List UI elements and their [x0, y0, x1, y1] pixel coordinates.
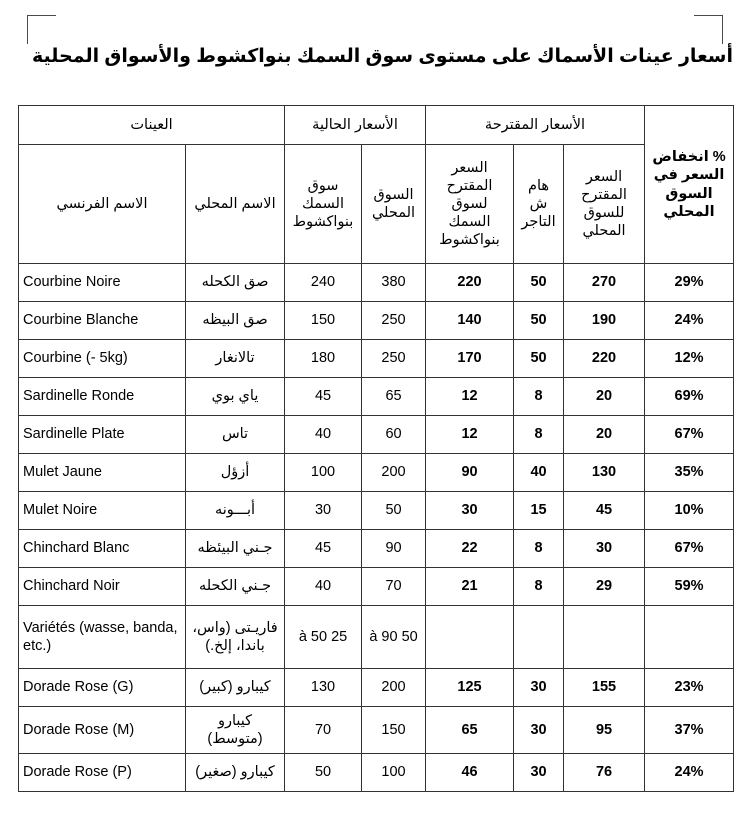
table-row: [19, 302, 734, 340]
cell-french-name: Chinchard Blanc: [19, 530, 186, 568]
cell-proposed-local: 29: [564, 568, 645, 606]
group-header-row: [19, 106, 734, 145]
header-group-current-prices: الأسعار الحالية: [285, 106, 426, 145]
cell-proposed-local: 220: [564, 340, 645, 378]
cell-proposed-nkc: 170: [426, 340, 514, 378]
cell-local-name: أبـــونه: [186, 492, 285, 530]
cell-french-name: Dorade Rose (G): [19, 669, 186, 707]
cell-trader-margin: 8: [514, 568, 564, 606]
cell-current-nkc: 40: [285, 416, 362, 454]
cell-french-name: Dorade Rose (P): [19, 754, 186, 792]
cell-proposed-nkc: 12: [426, 416, 514, 454]
cell-current-local: 50: [362, 492, 426, 530]
cell-local-name: أزؤل: [186, 454, 285, 492]
cell-proposed-local: 20: [564, 416, 645, 454]
cell-trader-margin: 8: [514, 378, 564, 416]
cell-proposed-local: 155: [564, 669, 645, 707]
header-group-samples: العينات: [19, 106, 285, 145]
cell-proposed-nkc: 21: [426, 568, 514, 606]
cell-local-name: كيبارو (متوسط): [186, 707, 285, 754]
cell-pct-reduction: 12%: [645, 340, 734, 378]
cell-local-name: ياي بوي: [186, 378, 285, 416]
header-current-local: السوق المحلي: [362, 145, 426, 264]
cell-current-nkc: 40: [285, 568, 362, 606]
cell-proposed-local: 130: [564, 454, 645, 492]
cell-local-name: جـني البيئظه: [186, 530, 285, 568]
table-row: [19, 568, 734, 606]
header-current-nkc: سوق السمك بنواكشوط: [285, 145, 362, 264]
header-proposed-local: السعر المقترح للسوق المحلي: [564, 145, 645, 264]
cell-proposed-nkc: 140: [426, 302, 514, 340]
cell-pct-reduction: 24%: [645, 302, 734, 340]
cell-proposed-local: [564, 606, 645, 669]
table-row: [19, 530, 734, 568]
cell-french-name: Sardinelle Plate: [19, 416, 186, 454]
header-pct-reduction: % انخفاض السعر في السوق المحلي: [645, 106, 734, 264]
table-row: [19, 416, 734, 454]
cell-trader-margin: 40: [514, 454, 564, 492]
cell-proposed-nkc: 30: [426, 492, 514, 530]
cell-current-local: 250: [362, 302, 426, 340]
cell-local-name: كيبارو (كبير): [186, 669, 285, 707]
cell-pct-reduction: 29%: [645, 264, 734, 302]
cell-proposed-local: 30: [564, 530, 645, 568]
cell-french-name: Chinchard Noir: [19, 568, 186, 606]
cell-current-local: 60: [362, 416, 426, 454]
cell-proposed-nkc: 46: [426, 754, 514, 792]
cell-french-name: Sardinelle Ronde: [19, 378, 186, 416]
cell-french-name: Courbine Blanche: [19, 302, 186, 340]
cell-local-name: تالانغار: [186, 340, 285, 378]
cell-trader-margin: 15: [514, 492, 564, 530]
cell-current-nkc: 70: [285, 707, 362, 754]
table-row: [19, 378, 734, 416]
cell-current-local: 200: [362, 669, 426, 707]
cell-current-nkc: 45: [285, 378, 362, 416]
table-row: [19, 707, 734, 754]
cell-local-name: صق الكحله: [186, 264, 285, 302]
table-row: [19, 454, 734, 492]
cell-pct-reduction: 10%: [645, 492, 734, 530]
cell-current-nkc: 180: [285, 340, 362, 378]
cell-proposed-nkc: 65: [426, 707, 514, 754]
cell-current-nkc: 25 à 50: [285, 606, 362, 669]
cell-trader-margin: [514, 606, 564, 669]
cell-pct-reduction: 67%: [645, 530, 734, 568]
cell-trader-margin: 30: [514, 707, 564, 754]
cell-current-nkc: 100: [285, 454, 362, 492]
cell-french-name: Courbine Noire: [19, 264, 186, 302]
cell-proposed-local: 190: [564, 302, 645, 340]
cell-local-name: فاريـتى (واس، باندا، إلخ.): [186, 606, 285, 669]
header-proposed-nkc: السعر المقترح لسوق السمك بنواكشوط: [426, 145, 514, 264]
cell-current-nkc: 50: [285, 754, 362, 792]
cell-current-local: 150: [362, 707, 426, 754]
table-row: [19, 264, 734, 302]
header-group-proposed-prices: الأسعار المقترحة: [426, 106, 645, 145]
cell-current-local: 200: [362, 454, 426, 492]
cell-proposed-nkc: 220: [426, 264, 514, 302]
cell-local-name: صق البيظه: [186, 302, 285, 340]
cell-pct-reduction: 69%: [645, 378, 734, 416]
page-title: أسعار عينات الأسماك على مستوى سوق السمك بنواكشوط والأسواق المحلية: [31, 46, 733, 67]
cell-pct-reduction: 35%: [645, 454, 734, 492]
cell-pct-reduction: 59%: [645, 568, 734, 606]
cell-local-name: جـني الكحله: [186, 568, 285, 606]
cell-proposed-local: 20: [564, 378, 645, 416]
table-header: [19, 106, 734, 264]
cell-local-name: تاس: [186, 416, 285, 454]
cell-trader-margin: 30: [514, 754, 564, 792]
header-trader-margin: هام ش التاجر: [514, 145, 564, 264]
cell-french-name: Mulet Noire: [19, 492, 186, 530]
table-row: [19, 754, 734, 792]
cell-proposed-local: 270: [564, 264, 645, 302]
cell-proposed-local: 45: [564, 492, 645, 530]
header-local-name: الاسم المحلي: [186, 145, 285, 264]
cell-trader-margin: 30: [514, 669, 564, 707]
cell-trader-margin: 8: [514, 530, 564, 568]
cell-current-local: 65: [362, 378, 426, 416]
cell-pct-reduction: 37%: [645, 707, 734, 754]
cell-current-local: 70: [362, 568, 426, 606]
cell-proposed-nkc: [426, 606, 514, 669]
price-table-container: [18, 105, 733, 792]
cell-trader-margin: 50: [514, 264, 564, 302]
cell-current-local: 50 à 90: [362, 606, 426, 669]
cell-proposed-nkc: 125: [426, 669, 514, 707]
crop-mark-top-right: [694, 15, 723, 44]
cell-proposed-nkc: 22: [426, 530, 514, 568]
cell-french-name: Mulet Jaune: [19, 454, 186, 492]
sub-header-row: [19, 145, 734, 264]
cell-french-name: Dorade Rose (M): [19, 707, 186, 754]
cell-current-nkc: 130: [285, 669, 362, 707]
cell-proposed-nkc: 90: [426, 454, 514, 492]
cell-proposed-nkc: 12: [426, 378, 514, 416]
cell-pct-reduction: 24%: [645, 754, 734, 792]
fish-price-table: [18, 105, 734, 792]
cell-proposed-local: 95: [564, 707, 645, 754]
cell-current-local: 380: [362, 264, 426, 302]
cell-pct-reduction: 67%: [645, 416, 734, 454]
cell-local-name: كيبارو (صغير): [186, 754, 285, 792]
table-row: [19, 669, 734, 707]
cell-current-local: 90: [362, 530, 426, 568]
cell-pct-reduction: 23%: [645, 669, 734, 707]
cell-current-nkc: 150: [285, 302, 362, 340]
cell-french-name: Variétés (wasse, banda, etc.): [19, 606, 186, 669]
cell-trader-margin: 50: [514, 302, 564, 340]
cell-current-local: 250: [362, 340, 426, 378]
table-row: [19, 492, 734, 530]
cell-french-name: Courbine (- 5kg): [19, 340, 186, 378]
cell-pct-reduction: [645, 606, 734, 669]
cell-trader-margin: 50: [514, 340, 564, 378]
header-french-name: الاسم الفرنسي: [19, 145, 186, 264]
crop-mark-top-left: [27, 15, 56, 44]
cell-current-nkc: 240: [285, 264, 362, 302]
cell-current-nkc: 45: [285, 530, 362, 568]
table-row: [19, 606, 734, 669]
table-row: [19, 340, 734, 378]
cell-proposed-local: 76: [564, 754, 645, 792]
cell-current-local: 100: [362, 754, 426, 792]
cell-current-nkc: 30: [285, 492, 362, 530]
cell-trader-margin: 8: [514, 416, 564, 454]
table-body: [19, 264, 734, 792]
